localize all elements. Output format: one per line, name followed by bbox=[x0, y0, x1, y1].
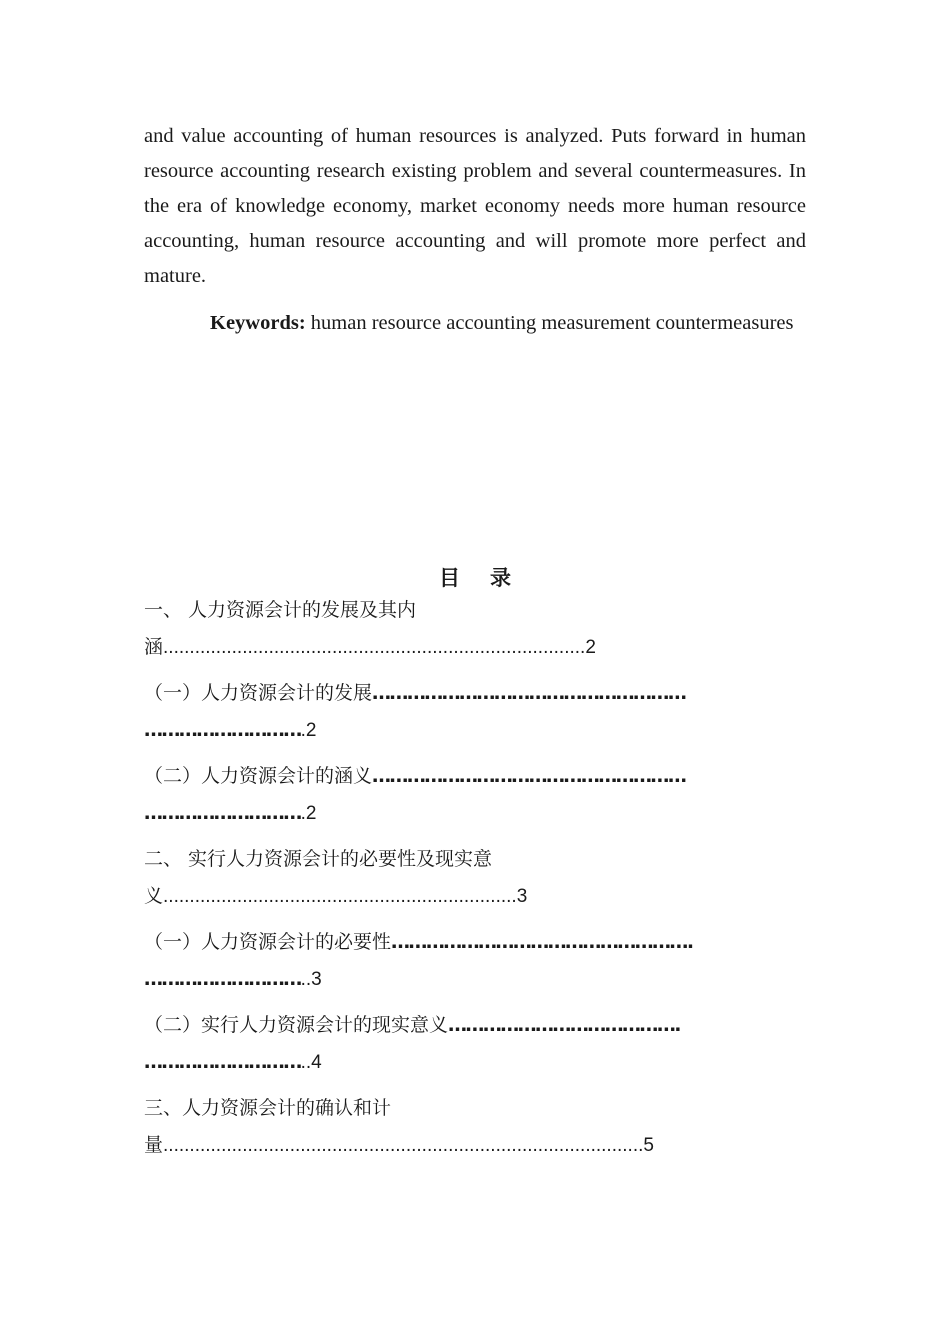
toc-page-number: 3 bbox=[516, 886, 528, 907]
toc-leader-dots: ........................................................................................... bbox=[163, 1135, 644, 1156]
toc-entry-continuation bbox=[144, 1127, 824, 1164]
toc-leader-dots: ……………………………………………… bbox=[372, 765, 686, 787]
toc-entry-continuation bbox=[144, 629, 824, 666]
toc-entry-heading-tail: 涵 bbox=[144, 636, 164, 658]
toc-entry-heading-tail: 量 bbox=[144, 1134, 164, 1156]
toc-page-number: .2 bbox=[300, 803, 317, 824]
toc-page-number: 2 bbox=[585, 637, 596, 658]
keywords-text: human resource accounting measurement countermeasures bbox=[305, 312, 794, 334]
toc-leader-dots: ……………………………………………. bbox=[391, 931, 693, 953]
toc-leader-dots: ……………………… bbox=[144, 802, 301, 824]
toc-entry-continuation bbox=[144, 712, 824, 749]
toc-page-number: .2 bbox=[300, 720, 317, 741]
toc-entry[interactable] bbox=[144, 592, 824, 666]
toc-entry-heading-line bbox=[144, 924, 824, 961]
toc-leader-dots: ................................................................................ bbox=[163, 637, 586, 658]
keywords-line bbox=[144, 306, 806, 341]
toc-leader-dots: ……………………………………………… bbox=[372, 682, 686, 704]
toc-entry[interactable] bbox=[144, 758, 824, 832]
toc-entry-heading: （二）人力资源会计的涵义 bbox=[144, 765, 373, 787]
toc-entry-heading-line bbox=[144, 675, 824, 712]
toc-page-number: ..4 bbox=[300, 1052, 322, 1073]
toc-entry-heading: 三、人力资源会计的确认和计 bbox=[144, 1097, 392, 1119]
toc-entry[interactable] bbox=[144, 1090, 824, 1164]
toc-page-number: ..3 bbox=[300, 969, 322, 990]
toc-entry-continuation bbox=[144, 878, 824, 915]
toc-leader-dots: ……………………… bbox=[144, 968, 301, 990]
toc-entry-continuation bbox=[144, 1044, 824, 1081]
toc-entry-continuation bbox=[144, 961, 824, 998]
toc-entry-heading-tail: 义 bbox=[144, 885, 164, 907]
keywords-label: Keywords: bbox=[210, 312, 306, 334]
toc-entry-heading: （二）实行人力资源会计的现实意义 bbox=[144, 1014, 449, 1036]
abstract-paragraph: and value accounting of human resources is analyzed. Puts forward in human resource accounting research existing problem and several countermeasures. In the era of knowledge economy, market economy needs more human resource accounting, human resource accounting and will promote more perfect and mature. bbox=[144, 125, 806, 287]
toc-entry[interactable] bbox=[144, 1007, 824, 1081]
toc-entry-heading-line bbox=[144, 1007, 824, 1044]
toc-entry[interactable] bbox=[144, 841, 824, 915]
toc-leader-dots: ……………………… bbox=[144, 719, 301, 741]
toc-entry-heading: 二、 实行人力资源会计的必要性及现实意 bbox=[144, 848, 493, 870]
toc-leader-dots: ................................................................... bbox=[163, 886, 517, 907]
toc-entry-heading: （一）人力资源会计的必要性 bbox=[144, 931, 392, 953]
toc-entry-heading: （一）人力资源会计的发展 bbox=[144, 682, 373, 704]
toc-leader-dots: ……………………… bbox=[144, 1051, 301, 1073]
toc-leader-dots: …………………………………. bbox=[448, 1014, 680, 1036]
toc-entry[interactable] bbox=[144, 924, 824, 998]
toc-page-number: 5 bbox=[643, 1135, 654, 1156]
toc-title: 目录 bbox=[439, 566, 541, 590]
toc-entry[interactable] bbox=[144, 675, 824, 749]
toc-entry-heading-line bbox=[144, 758, 824, 795]
toc-entry-continuation bbox=[144, 795, 824, 832]
toc-entry-heading: 一、 人力资源会计的发展及其内 bbox=[144, 599, 417, 621]
